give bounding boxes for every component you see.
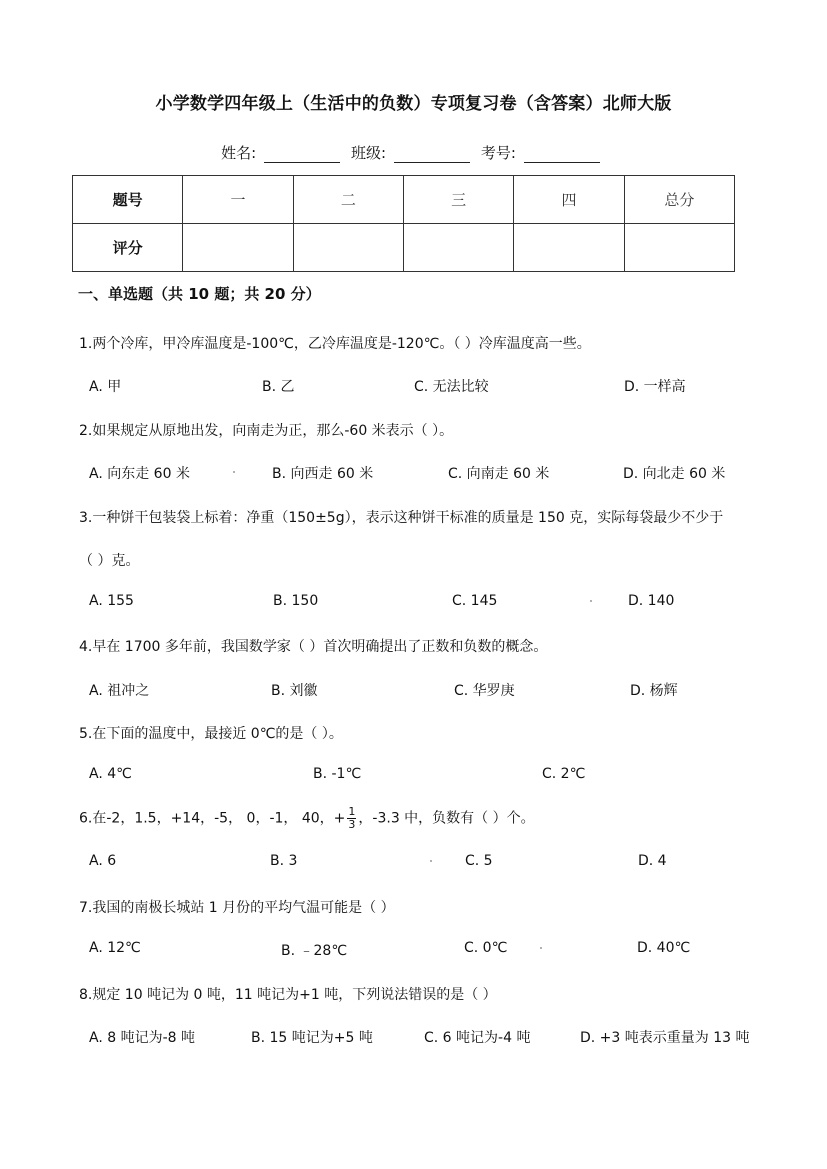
score-table-header-row (73, 176, 735, 224)
option-d[interactable]: D. 4 (638, 853, 667, 869)
option-b[interactable]: B. 3 (270, 853, 298, 869)
question-stem-before: 6.在-2，1.5，+14，-5， 0，-1， 40，+ (79, 810, 346, 827)
score-header-cell: 二 (293, 176, 403, 224)
score-cell[interactable] (514, 224, 624, 272)
class-blank[interactable] (394, 145, 470, 163)
question-stem-continued: （ ）克。 (79, 553, 140, 569)
option-d[interactable]: D. 杨辉 (630, 683, 678, 699)
question-stem: 1.两个冷库，甲冷库温度是-100℃，乙冷库温度是-120℃。（ ）冷库温度高一些。 (79, 336, 591, 352)
score-table-score-row (73, 224, 735, 272)
option-c[interactable]: C. 2℃ (542, 766, 586, 782)
score-cell[interactable] (183, 224, 293, 272)
option-d[interactable]: D. 一样高 (624, 379, 686, 395)
option-a[interactable]: A. 8 吨记为-8 吨 (89, 1030, 195, 1046)
option-c[interactable]: C. 华罗庚 (454, 683, 515, 699)
option-b[interactable]: B. 15 吨记为+5 吨 (251, 1030, 373, 1046)
question-stem (79, 806, 535, 831)
option-c[interactable]: C. 无法比较 (414, 379, 489, 395)
option-d[interactable]: D. +3 吨表示重量为 13 吨 (580, 1030, 750, 1046)
score-header-cell: 题号 (73, 176, 183, 224)
option-d[interactable]: D. 向北走 60 米 (623, 466, 726, 482)
fraction-one-third (347, 806, 356, 831)
class-label: 班级: (350, 144, 387, 162)
score-table (72, 175, 735, 272)
question-stem: 2.如果规定从原地出发，向南走为正，那么-60 米表示（ ）。 (79, 423, 454, 439)
option-c[interactable]: C. 5 (465, 853, 493, 869)
option-b[interactable]: B. 乙 (262, 379, 295, 395)
page-title: 小学数学四年级上（生活中的负数）专项复习卷（含答案）北师大版 (155, 94, 672, 114)
option-b[interactable]: B. 向西走 60 米 (272, 466, 374, 482)
fraction-denominator: 3 (348, 818, 356, 831)
option-b[interactable]: B. 150 (273, 593, 319, 609)
question-stem: 4.早在 1700 多年前，我国数学家（ ）首次明确提出了正数和负数的概念。 (79, 639, 548, 655)
option-a[interactable]: A. 155 (89, 593, 134, 609)
stray-dot (233, 471, 235, 473)
question-stem-after: ，-3.3 中，负数有（ ）个。 (358, 810, 535, 827)
exam-no-blank[interactable] (524, 145, 600, 163)
option-c[interactable]: C. 145 (452, 593, 498, 609)
option-a[interactable]: A. 4℃ (89, 766, 132, 782)
stray-dot (540, 947, 542, 949)
option-a[interactable]: A. 6 (89, 853, 117, 869)
stray-dot (430, 860, 432, 862)
option-b[interactable]: B. ﹣28℃ (281, 943, 348, 959)
score-cell[interactable] (293, 224, 403, 272)
question-stem: 5.在下面的温度中，最接近 0℃的是（ ）。 (79, 726, 343, 742)
student-info-line (0, 142, 827, 163)
option-a[interactable]: A. 向东走 60 米 (89, 466, 190, 482)
score-header-cell: 一 (183, 176, 293, 224)
exam-no-label: 考号: (480, 144, 516, 162)
question-stem: 7.我国的南极长城站 1 月份的平均气温可能是（ ） (79, 900, 395, 916)
score-row-label: 评分 (73, 224, 183, 272)
question-stem: 8.规定 10 吨记为 0 吨，11 吨记为+1 吨，下列说法错误的是（ ） (79, 987, 497, 1003)
option-a[interactable]: A. 12℃ (89, 940, 141, 956)
question-stem: 3.一种饼干包装袋上标着：净重（150±5g），表示这种饼干标准的质量是 150 克，实际每袋最少不少于 (79, 510, 724, 526)
name-blank[interactable] (264, 145, 340, 163)
option-a[interactable]: A. 祖冲之 (89, 683, 150, 699)
name-label: 姓名: (221, 144, 257, 162)
score-header-cell: 四 (514, 176, 624, 224)
option-b[interactable]: B. 刘徽 (271, 683, 318, 699)
option-d[interactable]: D. 40℃ (637, 940, 691, 956)
option-c[interactable]: C. 6 吨记为-4 吨 (424, 1030, 531, 1046)
score-header-cell: 总分 (624, 176, 734, 224)
option-d[interactable]: D. 140 (628, 593, 675, 609)
option-b[interactable]: B. -1℃ (313, 766, 362, 782)
option-a[interactable]: A. 甲 (89, 379, 122, 395)
option-c[interactable]: C. 0℃ (464, 940, 508, 956)
option-c[interactable]: C. 向南走 60 米 (448, 466, 550, 482)
section-title: 一、单选题（共 10 题；共 20 分） (78, 285, 321, 303)
score-header-cell: 三 (403, 176, 513, 224)
score-cell[interactable] (403, 224, 513, 272)
score-cell[interactable] (624, 224, 734, 272)
fraction-numerator: 1 (348, 805, 356, 818)
stray-dot (590, 600, 592, 602)
